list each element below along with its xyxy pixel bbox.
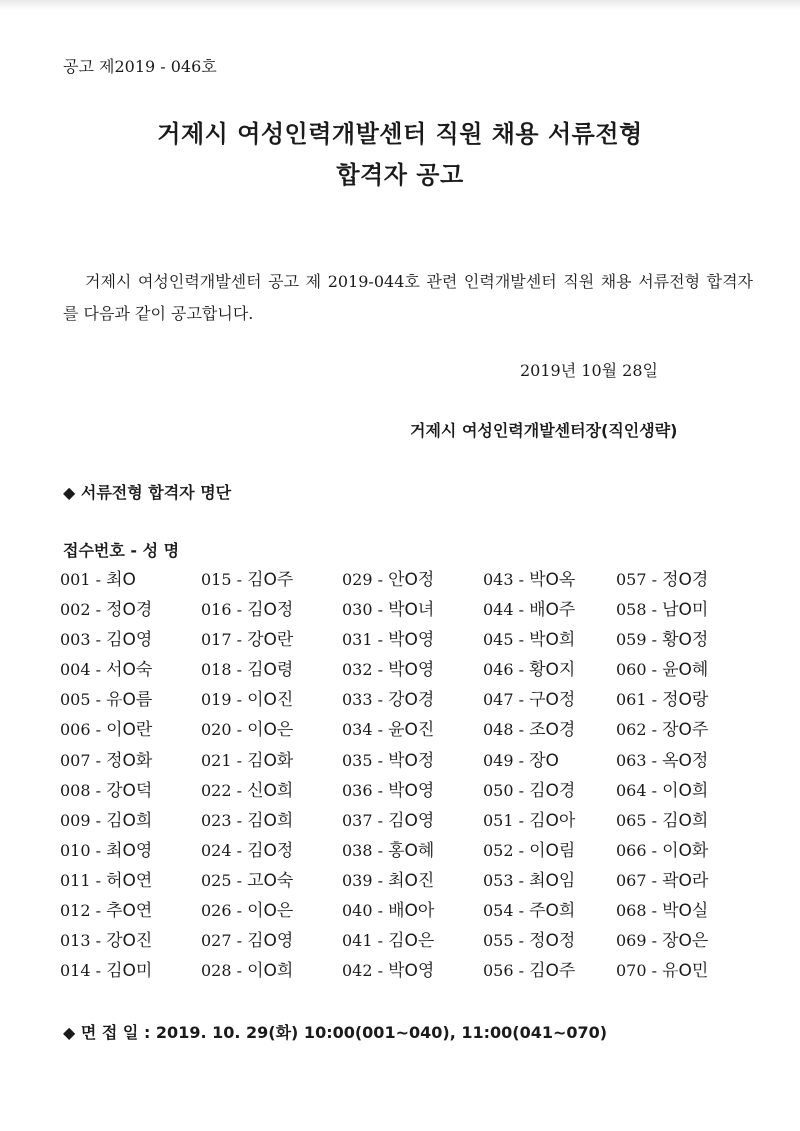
applicant-name: 이O은	[247, 901, 294, 922]
applicant-name: 김O희	[662, 810, 709, 831]
applicant-name: 박O옥	[529, 570, 576, 590]
interview-info: ◆ 면 접 일 : 2019. 10. 29(화) 10:00(001~040), 11:00(041~070)	[63, 1023, 608, 1042]
applicant-name: 김O희	[106, 810, 153, 831]
applicant-number: 008 -	[60, 780, 107, 800]
applicant-number: 003 -	[60, 630, 107, 650]
applicant-name: 정O경	[106, 600, 153, 621]
applicant-entry	[616, 956, 746, 986]
applicant-number: 048 -	[483, 720, 530, 740]
applicant-number: 027 -	[201, 931, 248, 951]
applicant-name: 박O실	[662, 901, 709, 922]
applicant-entry	[483, 746, 616, 776]
applicant-number: 005 -	[60, 690, 107, 710]
applicant-entry	[60, 685, 201, 715]
applicant-number: 006 -	[60, 720, 107, 740]
applicant-entry	[201, 926, 342, 956]
applicant-entry	[342, 956, 483, 986]
applicant-number: 030 -	[342, 600, 389, 620]
applicant-number: 057 -	[616, 570, 663, 589]
applicant-entry	[201, 866, 342, 896]
applicant-number: 028 -	[201, 961, 248, 981]
applicant-number: 033 -	[342, 690, 389, 710]
applicant-number: 065 -	[616, 810, 663, 830]
applicant-number: 026 -	[201, 901, 248, 921]
applicant-name: 이O희	[662, 780, 709, 801]
applicant-name: 구O정	[529, 690, 576, 711]
applicant-entry	[60, 776, 201, 806]
applicant-number: 064 -	[616, 780, 663, 800]
applicant-entry	[342, 806, 483, 836]
applicant-entry	[60, 595, 201, 625]
applicant-name: 서O숙	[106, 660, 153, 681]
issuer-name: 거제시 여성인력개발센터장(직인생략)	[410, 421, 678, 440]
applicant-entry	[342, 896, 483, 926]
applicant-name: 이O은	[247, 720, 294, 741]
applicant-number: 058 -	[616, 600, 663, 620]
applicant-number: 001 -	[60, 570, 107, 589]
applicant-number: 046 -	[483, 660, 530, 680]
applicant-number: 032 -	[342, 660, 389, 680]
applicant-entry	[342, 866, 483, 896]
applicant-entry	[616, 595, 746, 625]
applicant-number: 050 -	[483, 780, 530, 800]
applicant-number: 011 -	[60, 870, 107, 890]
applicant-entry	[616, 715, 746, 745]
applicant-name: 김O경	[529, 780, 576, 801]
applicant-entry	[616, 776, 746, 806]
applicant-number: 035 -	[342, 750, 389, 770]
applicant-entry	[483, 776, 616, 806]
section-title: ◆ 서류전형 합격자 명단	[63, 483, 232, 502]
applicant-name: 박O영	[388, 660, 435, 681]
applicant-number: 040 -	[342, 901, 389, 921]
applicant-name: 정O화	[106, 750, 153, 771]
applicant-entry	[201, 595, 342, 625]
applicant-name: 유O름	[106, 690, 153, 711]
applicant-number: 038 -	[342, 840, 389, 860]
applicant-name: 김O화	[247, 750, 294, 771]
applicant-number: 010 -	[60, 840, 107, 860]
applicant-name: 김O아	[529, 810, 576, 831]
applicant-name: 이O진	[247, 690, 294, 711]
applicant-number: 002 -	[60, 600, 107, 620]
applicant-entry	[483, 866, 616, 896]
applicant-name: 김O영	[106, 630, 153, 651]
applicant-name: 유O민	[662, 961, 709, 982]
applicant-number: 031 -	[342, 630, 389, 650]
applicant-name: 최O영	[106, 840, 153, 861]
applicant-number: 042 -	[342, 961, 389, 981]
applicant-name: 조O경	[529, 720, 576, 741]
applicant-number: 014 -	[60, 961, 107, 981]
applicant-name: 이O란	[106, 720, 153, 741]
applicant-number: 041 -	[342, 931, 389, 951]
applicant-entry	[60, 746, 201, 776]
applicant-number: 045 -	[483, 630, 530, 650]
scan-edge-shadow	[0, 0, 800, 10]
applicant-name: 장O	[529, 750, 559, 771]
applicant-entry	[483, 565, 616, 595]
applicant-entry	[616, 625, 746, 655]
applicant-name: 옥O정	[662, 750, 709, 771]
document-subtitle: 합격자 공고	[336, 161, 464, 189]
applicant-entry	[201, 956, 342, 986]
applicant-name: 김O정	[247, 840, 294, 861]
applicant-name: 김O주	[529, 961, 576, 982]
applicant-number: 025 -	[201, 870, 248, 890]
applicant-entry	[616, 655, 746, 685]
applicant-number: 036 -	[342, 780, 389, 800]
applicant-number: 037 -	[342, 810, 389, 830]
applicant-entry	[616, 806, 746, 836]
applicant-number: 004 -	[60, 660, 107, 680]
applicant-number: 039 -	[342, 870, 389, 890]
applicant-name: 박O정	[388, 750, 435, 771]
applicant-name: 김O정	[247, 600, 294, 621]
applicant-name: 이O림	[529, 840, 576, 861]
applicant-entry	[201, 655, 342, 685]
applicant-entry	[616, 926, 746, 956]
applicant-number: 016 -	[201, 600, 248, 620]
applicant-name: 김O영	[247, 931, 294, 952]
applicant-name: 배O주	[529, 600, 576, 621]
column-header: 접수번호 - 성 명	[63, 541, 180, 560]
applicant-number: 019 -	[201, 690, 248, 710]
applicant-name: 최O진	[388, 870, 435, 891]
applicant-entry	[342, 746, 483, 776]
applicant-entry	[342, 595, 483, 625]
applicant-entry	[483, 956, 616, 986]
applicant-entry	[60, 715, 201, 745]
applicant-number: 060 -	[616, 660, 663, 680]
applicant-name: 김O은	[388, 931, 435, 952]
applicant-name: 강O란	[247, 630, 294, 651]
applicant-name: 배O아	[388, 901, 435, 922]
applicant-name: 이O희	[247, 961, 294, 982]
applicant-number: 015 -	[201, 570, 248, 589]
applicant-name: 신O희	[247, 780, 294, 801]
applicant-number: 068 -	[616, 901, 663, 921]
applicant-name: 강O진	[106, 931, 153, 952]
applicant-entry	[483, 685, 616, 715]
applicant-entry	[483, 926, 616, 956]
applicant-name: 이O화	[662, 840, 709, 861]
applicant-name: 최O임	[529, 870, 576, 891]
applicant-name: 정O랑	[662, 690, 709, 711]
applicant-name: 박O영	[388, 630, 435, 651]
applicant-entry	[60, 956, 201, 986]
applicant-number: 007 -	[60, 750, 107, 770]
applicant-entry	[342, 715, 483, 745]
applicant-name: 박O영	[388, 961, 435, 982]
applicant-entry	[60, 565, 201, 595]
applicant-entry	[60, 836, 201, 866]
applicant-name: 김O미	[106, 961, 153, 982]
announcement-body: 거제시 여성인력개발센터 공고 제 2019-044호 관련 인력개발센터 직원 채용 서류전형 합격자를 다음과 같이 공고합니다.	[63, 272, 753, 323]
applicant-name: 안O정	[388, 570, 435, 590]
applicant-name: 김O영	[388, 810, 435, 831]
applicant-number: 052 -	[483, 840, 530, 860]
notice-number: 공고 제2019 - 046호	[63, 57, 217, 76]
applicant-entry	[201, 836, 342, 866]
applicant-name: 강O경	[388, 690, 435, 711]
applicant-number: 023 -	[201, 810, 248, 830]
applicant-entry	[201, 565, 342, 595]
applicant-number: 017 -	[201, 630, 248, 650]
applicant-entry	[483, 715, 616, 745]
document-title: 거제시 여성인력개발센터 직원 채용 서류전형	[157, 120, 643, 148]
applicant-entry	[201, 776, 342, 806]
applicant-number: 022 -	[201, 780, 248, 800]
applicant-name: 장O은	[662, 931, 709, 952]
applicant-entry	[483, 836, 616, 866]
applicant-number: 034 -	[342, 720, 389, 740]
applicant-number: 053 -	[483, 870, 530, 890]
applicant-entry	[342, 565, 483, 595]
applicant-name: 김O희	[247, 810, 294, 831]
applicant-name: 곽O라	[662, 870, 709, 891]
applicant-name: 주O희	[529, 901, 576, 922]
applicant-number: 021 -	[201, 750, 248, 770]
applicant-name: 김O주	[247, 570, 294, 590]
applicant-number: 047 -	[483, 690, 530, 710]
applicant-name: 추O연	[106, 901, 153, 922]
applicant-entry	[483, 896, 616, 926]
applicant-entry	[616, 685, 746, 715]
applicant-entry	[342, 776, 483, 806]
applicant-number: 049 -	[483, 750, 530, 770]
applicant-entry	[616, 866, 746, 896]
applicant-number: 024 -	[201, 840, 248, 860]
applicant-entry	[201, 715, 342, 745]
applicant-entry	[201, 896, 342, 926]
applicant-entry	[60, 625, 201, 655]
applicant-name: 박O녀	[388, 600, 435, 621]
applicant-entry	[201, 746, 342, 776]
applicant-number: 062 -	[616, 720, 663, 740]
applicant-name: 허O연	[106, 870, 153, 891]
applicant-number: 070 -	[616, 961, 663, 981]
applicant-number: 067 -	[616, 870, 663, 890]
applicant-entry	[616, 565, 746, 595]
applicant-entry	[201, 685, 342, 715]
applicant-name: 박O영	[388, 780, 435, 801]
applicant-entry	[60, 806, 201, 836]
applicant-name: 정O정	[529, 931, 576, 952]
applicant-number: 069 -	[616, 931, 663, 951]
applicant-number: 044 -	[483, 600, 530, 620]
applicant-entry	[201, 625, 342, 655]
applicant-list	[60, 565, 760, 986]
applicant-entry	[483, 655, 616, 685]
applicant-entry	[60, 866, 201, 896]
applicant-number: 056 -	[483, 961, 530, 981]
applicant-number: 059 -	[616, 630, 663, 650]
applicant-name: 윤O혜	[662, 660, 709, 681]
applicant-entry	[483, 806, 616, 836]
applicant-name: 윤O진	[388, 720, 435, 741]
applicant-entry	[342, 655, 483, 685]
applicant-entry	[60, 896, 201, 926]
applicant-entry	[616, 746, 746, 776]
applicant-name: 남O미	[662, 600, 709, 621]
applicant-entry	[60, 655, 201, 685]
applicant-entry	[616, 836, 746, 866]
applicant-number: 018 -	[201, 660, 248, 680]
applicant-number: 054 -	[483, 901, 530, 921]
applicant-number: 051 -	[483, 810, 530, 830]
applicant-entry	[342, 836, 483, 866]
applicant-number: 063 -	[616, 750, 663, 770]
applicant-number: 013 -	[60, 931, 107, 951]
applicant-name: 김O령	[247, 660, 294, 681]
applicant-number: 012 -	[60, 901, 107, 921]
applicant-number: 066 -	[616, 840, 663, 860]
applicant-name: 홍O혜	[388, 840, 435, 861]
applicant-entry	[342, 926, 483, 956]
applicant-entry	[201, 806, 342, 836]
applicant-entry	[483, 625, 616, 655]
applicant-entry	[483, 595, 616, 625]
applicant-entry	[342, 685, 483, 715]
applicant-name: 황O지	[529, 660, 576, 681]
announcement-date: 2019년 10월 28일	[520, 361, 658, 380]
applicant-entry	[60, 926, 201, 956]
applicant-name: 고O숙	[247, 870, 294, 891]
applicant-number: 055 -	[483, 931, 530, 951]
applicant-name: 최O	[106, 570, 136, 590]
applicant-entry	[342, 625, 483, 655]
applicant-entry	[616, 896, 746, 926]
applicant-name: 강O덕	[106, 780, 153, 801]
applicant-number: 020 -	[201, 720, 248, 740]
applicant-name: 정O경	[662, 570, 709, 590]
applicant-name: 장O주	[662, 720, 709, 741]
applicant-name: 박O희	[529, 630, 576, 651]
applicant-number: 009 -	[60, 810, 107, 830]
applicant-number: 043 -	[483, 570, 530, 589]
applicant-name: 황O정	[662, 630, 709, 651]
applicant-number: 029 -	[342, 570, 389, 589]
applicant-number: 061 -	[616, 690, 663, 710]
